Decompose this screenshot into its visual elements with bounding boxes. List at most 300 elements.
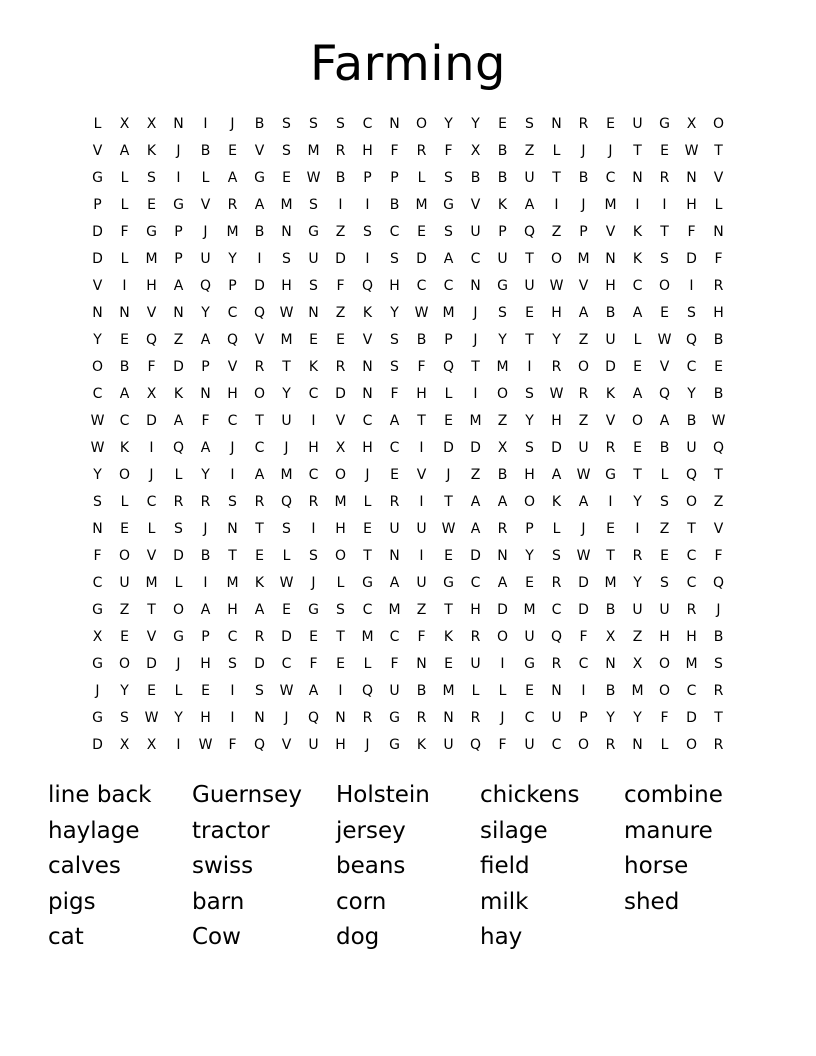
grid-letter: A xyxy=(308,683,319,699)
grid-letter: J xyxy=(446,467,451,483)
grid-letter: N xyxy=(551,683,562,699)
grid-letter: S xyxy=(552,548,561,564)
grid-row xyxy=(84,705,732,732)
grid-letter: A xyxy=(200,602,211,618)
grid-letter: W xyxy=(549,386,564,402)
grid-letter: K xyxy=(146,143,157,159)
grid-letter: M xyxy=(226,224,239,240)
grid-letter: N xyxy=(713,224,724,240)
grid-letter: Q xyxy=(253,305,266,321)
grid-letter: M xyxy=(415,197,428,213)
grid-letter: L xyxy=(417,170,426,186)
grid-letter: M xyxy=(226,575,239,591)
grid-letter: Y xyxy=(471,116,480,132)
grid-letter: L xyxy=(660,737,669,753)
grid-letter: K xyxy=(308,359,319,375)
grid-letter: T xyxy=(606,548,615,564)
grid-letter: A xyxy=(254,197,265,213)
grid-letter: N xyxy=(119,305,130,321)
grid-letter: S xyxy=(282,116,291,132)
grid-letter: X xyxy=(92,629,103,645)
grid-letter: V xyxy=(200,197,211,213)
grid-letter: L xyxy=(201,170,210,186)
grid-letter: H xyxy=(308,440,319,456)
grid-letter: C xyxy=(227,413,238,429)
grid-letter: E xyxy=(147,683,156,699)
grid-letter: H xyxy=(362,143,373,159)
grid-letter: M xyxy=(334,494,347,510)
grid-letter: B xyxy=(254,116,265,132)
grid-letter: W xyxy=(711,413,726,429)
grid-row xyxy=(84,570,732,597)
grid-letter: E xyxy=(255,548,264,564)
grid-letter: O xyxy=(658,683,671,699)
grid-letter: S xyxy=(444,170,453,186)
grid-letter: H xyxy=(146,278,157,294)
grid-letter: C xyxy=(308,386,319,402)
grid-letter: V xyxy=(713,170,724,186)
grid-letter: B xyxy=(254,224,265,240)
grid-letter: N xyxy=(470,278,481,294)
grid-row xyxy=(84,354,732,381)
grid-letter: G xyxy=(605,467,616,483)
grid-letter: R xyxy=(551,656,562,672)
grid-letter: W xyxy=(657,332,672,348)
grid-letter: Y xyxy=(390,305,399,321)
grid-row xyxy=(84,732,732,759)
grid-letter: C xyxy=(146,494,157,510)
word-bank-item: Holstein xyxy=(336,782,430,808)
grid-letter: A xyxy=(497,494,508,510)
grid-letter: E xyxy=(120,332,129,348)
grid-letter: T xyxy=(444,494,453,510)
grid-letter: B xyxy=(605,683,616,699)
grid-letter: J xyxy=(473,305,478,321)
word-bank-item: silage xyxy=(480,817,548,844)
grid-letter: A xyxy=(173,413,184,429)
word-bank-item: pigs xyxy=(48,888,96,915)
grid-letter: I xyxy=(419,548,424,564)
grid-letter: A xyxy=(200,332,211,348)
grid-letter: Q xyxy=(253,737,266,753)
grid-letter: A xyxy=(200,440,211,456)
word-bank-item: chickens xyxy=(480,782,580,808)
grid-letter: R xyxy=(200,494,211,510)
grid-row xyxy=(84,624,732,651)
grid-letter: H xyxy=(551,413,562,429)
grid-letter: Y xyxy=(120,683,129,699)
grid-letter: C xyxy=(227,629,238,645)
grid-letter: U xyxy=(524,737,535,753)
grid-letter: O xyxy=(334,467,347,483)
grid-letter: S xyxy=(93,494,102,510)
grid-letter: G xyxy=(362,575,373,591)
grid-letter: T xyxy=(633,143,642,159)
grid-letter: M xyxy=(523,602,536,618)
grid-letter: K xyxy=(632,224,643,240)
grid-letter: E xyxy=(309,332,318,348)
grid-letter: Q xyxy=(280,494,293,510)
grid-letter: S xyxy=(228,656,237,672)
grid-letter: Z xyxy=(335,305,346,321)
grid-letter: T xyxy=(714,710,723,726)
grid-letter: B xyxy=(416,332,427,348)
grid-letter: H xyxy=(389,278,400,294)
grid-letter: B xyxy=(713,629,724,645)
grid-letter: W xyxy=(576,548,591,564)
grid-letter: P xyxy=(390,170,399,186)
grid-letter: P xyxy=(174,251,183,267)
grid-letter: I xyxy=(311,413,316,429)
grid-letter: R xyxy=(335,359,346,375)
grid-letter: H xyxy=(713,305,724,321)
grid-letter: V xyxy=(92,278,103,294)
grid-letter: I xyxy=(338,683,343,699)
grid-letter: W xyxy=(684,143,699,159)
grid-letter: A xyxy=(254,602,265,618)
grid-letter: M xyxy=(388,602,401,618)
grid-letter: N xyxy=(200,386,211,402)
grid-letter: S xyxy=(363,224,372,240)
grid-letter: S xyxy=(444,224,453,240)
grid-letter: K xyxy=(362,305,373,321)
grid-letter: P xyxy=(201,359,210,375)
grid-letter: W xyxy=(549,278,564,294)
grid-letter: D xyxy=(173,548,184,564)
grid-letter: O xyxy=(118,467,131,483)
grid-letter: D xyxy=(470,440,481,456)
grid-letter: N xyxy=(281,224,292,240)
grid-letter: J xyxy=(365,737,370,753)
grid-letter: G xyxy=(173,629,184,645)
grid-letter: T xyxy=(552,170,561,186)
grid-letter: D xyxy=(92,251,103,267)
grid-letter: J xyxy=(608,143,613,159)
grid-letter: A xyxy=(389,413,400,429)
grid-letter: S xyxy=(255,683,264,699)
grid-letter: M xyxy=(280,467,293,483)
grid-letter: O xyxy=(658,656,671,672)
grid-letter: C xyxy=(308,467,319,483)
grid-letter: P xyxy=(525,521,534,537)
grid-letter: T xyxy=(147,602,156,618)
grid-letter: O xyxy=(496,629,509,645)
grid-row xyxy=(84,462,732,489)
grid-letter: Y xyxy=(525,413,534,429)
grid-row xyxy=(84,489,732,516)
grid-letter: Y xyxy=(444,116,453,132)
grid-letter: D xyxy=(443,440,454,456)
grid-letter: A xyxy=(659,413,670,429)
grid-letter: U xyxy=(416,521,427,537)
grid-letter: O xyxy=(685,737,698,753)
grid-letter: W xyxy=(90,440,105,456)
word-bank-item: field xyxy=(480,853,530,879)
grid-letter: Q xyxy=(442,359,455,375)
grid-letter: Y xyxy=(498,332,507,348)
grid-letter: T xyxy=(687,521,696,537)
grid-letter: S xyxy=(525,116,534,132)
word-bank-item: hay xyxy=(480,924,523,950)
grid-letter: V xyxy=(659,359,670,375)
grid-letter: D xyxy=(254,656,265,672)
grid-letter: C xyxy=(389,224,400,240)
word-bank-item: manure xyxy=(624,817,713,844)
grid-letter: S xyxy=(687,305,696,321)
grid-letter: G xyxy=(659,116,670,132)
grid-letter: E xyxy=(444,548,453,564)
grid-letter: C xyxy=(686,575,697,591)
grid-letter: E xyxy=(714,359,723,375)
grid-letter: N xyxy=(362,386,373,402)
grid-letter: I xyxy=(230,683,235,699)
grid-letter: S xyxy=(390,332,399,348)
grid-letter: N xyxy=(416,656,427,672)
grid-letter: L xyxy=(120,251,129,267)
grid-letter: I xyxy=(635,197,640,213)
grid-letter: Z xyxy=(119,602,130,618)
grid-row xyxy=(84,408,732,435)
grid-letter: M xyxy=(280,197,293,213)
word-bank-item: swiss xyxy=(192,853,254,879)
word-bank-item: beans xyxy=(336,853,406,879)
grid-letter: J xyxy=(284,440,289,456)
grid-letter: C xyxy=(470,575,481,591)
grid-letter: I xyxy=(500,656,505,672)
grid-letter: M xyxy=(604,575,617,591)
grid-letter: T xyxy=(255,521,264,537)
grid-letter: C xyxy=(578,656,589,672)
grid-letter: E xyxy=(660,548,669,564)
grid-letter: U xyxy=(632,116,643,132)
grid-letter: E xyxy=(444,413,453,429)
grid-letter: B xyxy=(686,413,697,429)
grid-letter: E xyxy=(498,116,507,132)
grid-letter: U xyxy=(281,413,292,429)
word-bank-item: horse xyxy=(624,853,689,879)
word-bank-item: cat xyxy=(48,924,84,950)
grid-letter: U xyxy=(686,440,697,456)
grid-letter: N xyxy=(173,305,184,321)
grid-letter: S xyxy=(390,359,399,375)
grid-letter: Y xyxy=(93,467,102,483)
grid-letter: O xyxy=(577,737,590,753)
grid-letter: A xyxy=(632,305,643,321)
grid-letter: L xyxy=(363,494,372,510)
grid-letter: C xyxy=(362,116,373,132)
grid-letter: W xyxy=(279,305,294,321)
grid-letter: K xyxy=(119,440,130,456)
grid-letter: T xyxy=(228,548,237,564)
grid-letter: M xyxy=(361,629,374,645)
grid-letter: M xyxy=(442,683,455,699)
grid-letter: K xyxy=(443,629,454,645)
grid-letter: U xyxy=(470,656,481,672)
grid-letter: C xyxy=(119,413,130,429)
grid-letter: N xyxy=(254,710,265,726)
grid-letter: E xyxy=(660,305,669,321)
grid-letter: M xyxy=(577,251,590,267)
grid-letter: L xyxy=(363,656,372,672)
grid-letter: O xyxy=(415,116,428,132)
grid-letter: W xyxy=(576,467,591,483)
grid-letter: Y xyxy=(201,305,210,321)
grid-letter: X xyxy=(146,386,157,402)
grid-letter: I xyxy=(311,521,316,537)
grid-letter: G xyxy=(92,710,103,726)
word-bank-item: Guernsey xyxy=(192,782,302,808)
grid-letter: V xyxy=(713,521,724,537)
grid-letter: F xyxy=(579,629,588,645)
grid-letter: U xyxy=(524,278,535,294)
grid-letter: R xyxy=(551,359,562,375)
grid-letter: L xyxy=(714,197,723,213)
grid-letter: N xyxy=(173,116,184,132)
grid-letter: C xyxy=(389,629,400,645)
grid-letter: D xyxy=(578,575,589,591)
grid-letter: F xyxy=(498,737,507,753)
grid-letter: W xyxy=(414,305,429,321)
grid-letter: Q xyxy=(199,278,212,294)
grid-letter: V xyxy=(416,467,427,483)
grid-letter: U xyxy=(578,440,589,456)
grid-letter: Z xyxy=(470,467,481,483)
grid-letter: G xyxy=(308,224,319,240)
grid-letter: H xyxy=(200,656,211,672)
grid-letter: I xyxy=(257,251,262,267)
grid-letter: Q xyxy=(523,224,536,240)
grid-letter: M xyxy=(496,359,509,375)
grid-letter: F xyxy=(93,548,102,564)
grid-letter: U xyxy=(524,170,535,186)
grid-letter: I xyxy=(689,278,694,294)
grid-letter: V xyxy=(227,359,238,375)
grid-letter: E xyxy=(525,575,534,591)
grid-letter: X xyxy=(686,116,697,132)
grid-letter: D xyxy=(578,602,589,618)
grid-letter: P xyxy=(579,224,588,240)
grid-letter: V xyxy=(254,332,265,348)
grid-letter: G xyxy=(497,278,508,294)
grid-letter: J xyxy=(473,332,478,348)
grid-letter: N xyxy=(632,170,643,186)
grid-letter: M xyxy=(604,197,617,213)
word-bank-item: calves xyxy=(48,853,121,879)
grid-letter: R xyxy=(470,710,481,726)
grid-letter: N xyxy=(497,548,508,564)
word-bank-item: tractor xyxy=(192,817,270,844)
grid-letter: O xyxy=(496,386,509,402)
grid-letter: Y xyxy=(687,386,696,402)
grid-letter: I xyxy=(149,440,154,456)
word-bank-item: combine xyxy=(624,782,723,808)
grid-letter: V xyxy=(146,305,157,321)
grid-letter: I xyxy=(338,197,343,213)
grid-letter: Z xyxy=(713,494,724,510)
grid-letter: N xyxy=(92,521,103,537)
grid-letter: I xyxy=(365,197,370,213)
word-bank-item: milk xyxy=(480,888,529,915)
grid-letter: U xyxy=(632,602,643,618)
grid-letter: D xyxy=(686,710,697,726)
grid-letter: O xyxy=(118,548,131,564)
grid-letter: L xyxy=(93,116,102,132)
page-title: Farming xyxy=(310,36,506,92)
grid-letter: F xyxy=(390,386,399,402)
grid-letter: J xyxy=(230,116,235,132)
grid-letter: N xyxy=(335,710,346,726)
grid-letter: W xyxy=(279,683,294,699)
grid-letter: R xyxy=(551,575,562,591)
grid-letter: O xyxy=(172,602,185,618)
grid-letter: B xyxy=(335,170,346,186)
grid-letter: R xyxy=(578,116,589,132)
grid-letter: M xyxy=(145,251,158,267)
grid-letter: X xyxy=(119,116,130,132)
grid-letter: J xyxy=(203,224,208,240)
grid-letter: H xyxy=(686,629,697,645)
grid-letter: Q xyxy=(658,386,671,402)
grid-letter: I xyxy=(419,440,424,456)
grid-letter: C xyxy=(281,656,292,672)
grid-letter: S xyxy=(120,710,129,726)
grid-letter: K xyxy=(632,251,643,267)
grid-letter: M xyxy=(469,413,482,429)
grid-letter: L xyxy=(552,143,561,159)
grid-letter: G xyxy=(146,224,157,240)
grid-letter: B xyxy=(119,359,130,375)
grid-row xyxy=(84,327,732,354)
grid-letter: V xyxy=(335,413,346,429)
grid-letter: F xyxy=(201,413,210,429)
grid-letter: H xyxy=(470,602,481,618)
grid-letter: B xyxy=(416,683,427,699)
grid-letter: G xyxy=(389,737,400,753)
grid-letter: N xyxy=(605,656,616,672)
grid-letter: R xyxy=(632,548,643,564)
grid-letter: K xyxy=(254,575,265,591)
grid-letter: U xyxy=(308,737,319,753)
grid-letter: C xyxy=(686,548,697,564)
grid-letter: O xyxy=(118,656,131,672)
grid-letter: W xyxy=(144,710,159,726)
grid-letter: H xyxy=(335,521,346,537)
grid-letter: V xyxy=(362,332,373,348)
grid-letter: W xyxy=(279,575,294,591)
grid-letter: K xyxy=(416,737,427,753)
grid-letter: D xyxy=(92,224,103,240)
grid-letter: T xyxy=(714,143,723,159)
grid-letter: I xyxy=(419,494,424,510)
grid-letter: D xyxy=(146,656,157,672)
grid-letter: U xyxy=(443,737,454,753)
grid-letter: T xyxy=(714,467,723,483)
grid-letter: H xyxy=(281,278,292,294)
grid-letter: P xyxy=(93,197,102,213)
grid-letter: W xyxy=(90,413,105,429)
grid-letter: Z xyxy=(578,413,589,429)
grid-letter: O xyxy=(658,278,671,294)
grid-letter: U xyxy=(308,251,319,267)
grid-letter: L xyxy=(174,575,183,591)
grid-letter: G xyxy=(308,602,319,618)
grid-letter: H xyxy=(524,467,535,483)
grid-letter: R xyxy=(605,440,616,456)
grid-letter: S xyxy=(525,386,534,402)
grid-letter: N xyxy=(389,116,400,132)
grid-row xyxy=(84,300,732,327)
grid-letter: O xyxy=(253,386,266,402)
